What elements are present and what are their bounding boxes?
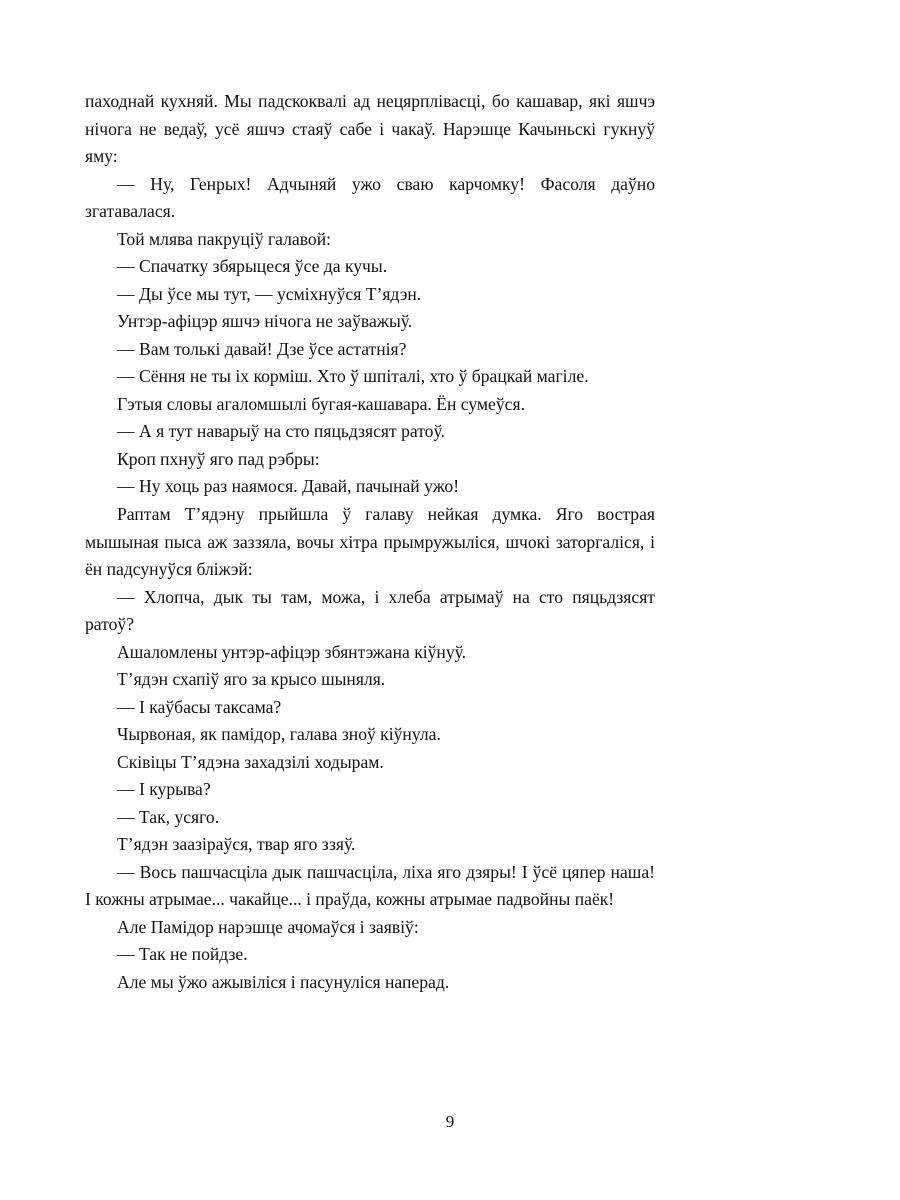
paragraph: — Так, усяго.	[117, 806, 220, 827]
paragraph: Чырвоная, як памідор, галава зноў кіўнула.	[117, 724, 441, 745]
body-text	[85, 88, 655, 997]
paragraph: — Сёння не ты іх корміш. Хто ў шпіталі, хто ў брацкай магіле.	[117, 366, 589, 387]
page-number: 9	[445, 1112, 455, 1131]
paragraph: Т’ядэн схапіў яго за крысо шыняля.	[117, 669, 386, 690]
paragraph: Ашаломлены унтэр-афіцэр збянтэжана кіўнуў.	[117, 641, 467, 662]
paragraph: Кроп пхнуў яго пад рэбры:	[117, 448, 320, 469]
paragraph: паходнай кухняй. Мы падскоквалі ад нецярплівасці, бо кашавар, які яшчэ нічога не ведаў, усё яшчэ стаяў сабе і чакаў. Нарэшце Качыньскі гукнуў яму:	[85, 91, 655, 167]
paragraph: — І курыва?	[117, 779, 211, 800]
paragraph: Унтэр-афіцэр яшчэ нічога не заўважыў.	[117, 311, 413, 332]
paragraph: — Спачатку збярыцеся ўсе да кучы.	[117, 256, 388, 277]
paragraph: Сківіцы Т’ядэна захадзілі ходырам.	[117, 751, 384, 772]
paragraph: Гэтыя словы агаломшылі бугая-кашавара. Ён сумеўся.	[117, 393, 525, 414]
paragraph: — Ну хоць раз наямося. Давай, пачынай ужо!	[117, 476, 460, 497]
paragraph: — Хлопча, дык ты там, можа, і хлеба атрымаў на сто пяцьдзясят ратоў?	[85, 586, 655, 635]
paragraph: — І каўбасы таксама?	[117, 696, 282, 717]
paragraph: — Ну, Генрых! Адчыняй ужо сваю карчомку! Фасоля даўно згатавалася.	[85, 173, 655, 222]
paragraph: Раптам Т’ядэну прыйшла ў галаву нейкая думка. Яго вострая мышыная пыса аж заззяла, вочы хітра прымружыліся, шчокі заторгаліся, і ён падсунуўся бліжэй:	[85, 503, 655, 580]
paragraph: — Так не пойдзе.	[117, 944, 248, 965]
paragraph: — Вам толькі давай! Дзе ўсе астатнія?	[117, 338, 407, 359]
paragraph: Але мы ўжо ажывіліся і пасунуліся наперад.	[117, 972, 450, 992]
paragraph: Т’ядэн заазіраўся, твар яго ззяў.	[117, 834, 356, 855]
paragraph: Той млява пакруціў галавой:	[117, 228, 332, 249]
paragraph: Але Памідор нарэшце ачомаўся і заявіў:	[117, 916, 419, 937]
paragraph: — Ды ўсе мы тут, — усміхнуўся Т’ядэн.	[117, 283, 422, 304]
paragraph: — Вось пашчасціла дык пашчасціла, ліха яго дзяры! І ўсё цяпер наша! І кожны атрымае... чакайце... і праўда, кожны атрымае падвойны паёк!	[85, 861, 655, 910]
paragraph: — А я тут наварыў на сто пяцьдзясят ратоў.	[117, 421, 445, 442]
